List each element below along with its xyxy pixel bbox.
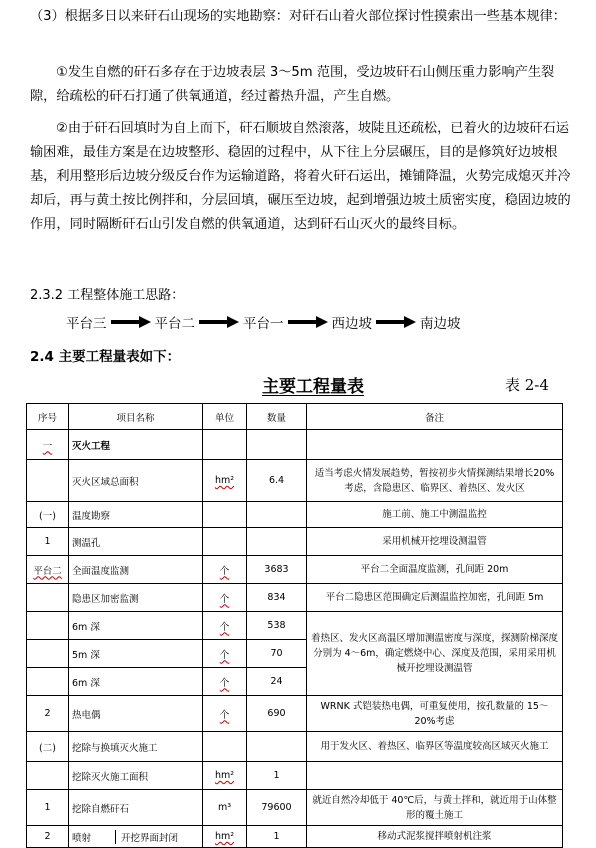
- construction-flow: [66, 311, 461, 333]
- arrow-right-icon: [288, 316, 328, 328]
- cell-unit: 个: [219, 709, 230, 721]
- table-row: [27, 790, 563, 826]
- arrow-right-icon: [376, 316, 416, 328]
- arrow-right-icon: [111, 316, 151, 328]
- paragraph-rule-2: ②由于矸石回填时为自上而下，矸石顺坡自然滚落，坡陡且还疏松，已着火的边坡矸石运输困难，最佳方案是在边坡整形、稳固的过程中，从下往上分层碾压，目的是修筑好边坡根基，利用整形后边坡分级反台作为运输道路，将着火矸石运出，摊铺降温，火势完成熄灭并冷却后，再与黄土按比例拌和，分层回填，碾压至边坡，起到增强边坡土质密实度，稳固边坡的作用，同时隔断矸石山引发自燃的供氧通道，达到矸石山灭火的最终目标。: [30, 121, 571, 232]
- table-row: [27, 460, 563, 502]
- cell-name: 全面温度监测: [69, 556, 203, 584]
- table-row: [27, 430, 563, 460]
- header-unit: 单位: [203, 404, 247, 430]
- section-heading-2-4: 2.4 主要工程量表如下：: [30, 349, 181, 365]
- cell-note: 适当考虑火情发展趋势，暂按初步火情探测结果增长20%考虑，含隐患区、临界区、着热区、发火区: [307, 460, 563, 502]
- cell-note: 平台二隐患区范围确定后测温监控加密，孔间距 5m: [307, 584, 563, 612]
- cell-qty: 834: [247, 584, 307, 612]
- cell-qty: 6.4: [247, 460, 307, 502]
- cell-qty: 690: [247, 696, 307, 732]
- cell-name: 隐患区加密监测: [69, 584, 203, 612]
- table-row: [27, 762, 563, 790]
- cell-qty: 3683: [247, 556, 307, 584]
- cell-seq: (一): [27, 502, 69, 528]
- section-heading-2-3-2: 2.3.2 工程整体施工思路：: [30, 288, 185, 303]
- cell-note: 采用机械开挖埋设测温管: [307, 528, 563, 556]
- flow-node-south-slope: 南边坡: [420, 316, 461, 332]
- cell-name: 6m 深: [69, 668, 203, 696]
- cell-seq: 一: [42, 440, 53, 452]
- quantity-table: [26, 403, 563, 848]
- cell-name: 挖除自燃矸石: [69, 790, 203, 826]
- table-row: [27, 528, 563, 556]
- cell-note: 施工前、施工中测温监控: [307, 502, 563, 528]
- header-seq: 序号: [27, 404, 69, 430]
- cell-note: 用于发火区、着热区、临界区等温度较高区域灭火施工: [307, 732, 563, 762]
- header-name: 项目名称: [69, 404, 203, 430]
- cell-name: 挖除灭火施工面积: [69, 762, 203, 790]
- cell-name: 挖除与换填灭火施工: [69, 732, 203, 762]
- cell-qty: 1: [247, 826, 307, 848]
- header-note: 备注: [307, 404, 563, 430]
- cell-note: 就近自然冷却低于 40℃后，与黄土拌和，就近用于山体整形的覆土施工: [307, 790, 563, 826]
- cell-qty: 70: [247, 640, 307, 668]
- table-row: [27, 826, 563, 848]
- cell-unit: 个: [219, 565, 230, 577]
- paragraph-basic-rules: （3）根据多日以来矸石山现场的实地勘察：对矸石山着火部位探讨性摸索出一些基本规律：: [30, 9, 566, 24]
- table-row: [27, 732, 563, 762]
- cell-unit: 个: [219, 677, 230, 689]
- cell-name: 喷射: [69, 830, 116, 844]
- cell-name: 6m 深: [69, 612, 203, 640]
- table-row: [27, 696, 563, 732]
- cell-name: 5m 深: [69, 640, 203, 668]
- table-header-row: [27, 404, 563, 430]
- cell-subname: 开挖界面封闭: [121, 832, 179, 844]
- cell-unit: 个: [219, 621, 230, 633]
- cell-seq: (二): [27, 732, 69, 762]
- cell-name: 热电偶: [69, 696, 203, 732]
- table-row: [27, 584, 563, 612]
- cell-name: 温度勘察: [69, 502, 203, 528]
- table-title: 主要工程量表: [262, 377, 364, 397]
- cell-seq: 2: [27, 696, 69, 732]
- cell-qty: 79600: [247, 790, 307, 826]
- cell-unit: hm²: [214, 831, 235, 842]
- cell-seq: 平台二: [33, 565, 62, 577]
- cell-unit: 个: [219, 649, 230, 661]
- cell-name: 灭火区域总面积: [69, 460, 203, 502]
- flow-node-platform-1: 平台一: [243, 316, 284, 332]
- cell-seq: 1: [27, 528, 69, 556]
- cell-name: 灭火工程: [69, 430, 203, 460]
- cell-seq: 2: [27, 826, 69, 848]
- cell-seq: 1: [27, 790, 69, 826]
- flow-node-platform-2: 平台二: [154, 316, 195, 332]
- table-row: [27, 556, 563, 584]
- table-row: [27, 502, 563, 528]
- cell-note-merged: 着热区、发火区高温区增加测温密度与深度，探测阶梯深度分别为 4～6m，确定燃烧中心、深度及范围，采用采用机械开挖埋设测温管: [307, 612, 563, 696]
- cell-note: WRNK 式铠装热电偶，可重复使用，按孔数量的 15～20%考虑: [307, 696, 563, 732]
- table-number: 表 2-4: [505, 376, 549, 394]
- flow-node-west-slope: 西边坡: [331, 316, 372, 332]
- flow-node-platform-3: 平台三: [66, 316, 107, 332]
- cell-qty: 24: [247, 668, 307, 696]
- cell-name: 测温孔: [69, 528, 203, 556]
- cell-note: 移动式泥浆搅拌喷射机注浆: [307, 826, 563, 848]
- paragraph-rule-1: ①发生自燃的矸石多存在于边坡表层 3～5m 范围，受边坡矸石山侧压重力影响产生裂隙，给疏松的矸石打通了供氧通道，经过蓄热升温，产生自燃。: [30, 65, 555, 104]
- arrow-right-icon: [199, 316, 239, 328]
- table-row: [27, 612, 563, 640]
- cell-note: 平台二全面温度监测，孔间距 20m: [307, 556, 563, 584]
- header-qty: 数量: [247, 404, 307, 430]
- cell-qty: 1: [247, 762, 307, 790]
- cell-unit: 个: [219, 593, 230, 605]
- cell-qty: 538: [247, 612, 307, 640]
- cell-unit: m³: [203, 790, 247, 826]
- cell-unit: hm²: [214, 770, 235, 781]
- cell-unit: hm²: [214, 475, 235, 486]
